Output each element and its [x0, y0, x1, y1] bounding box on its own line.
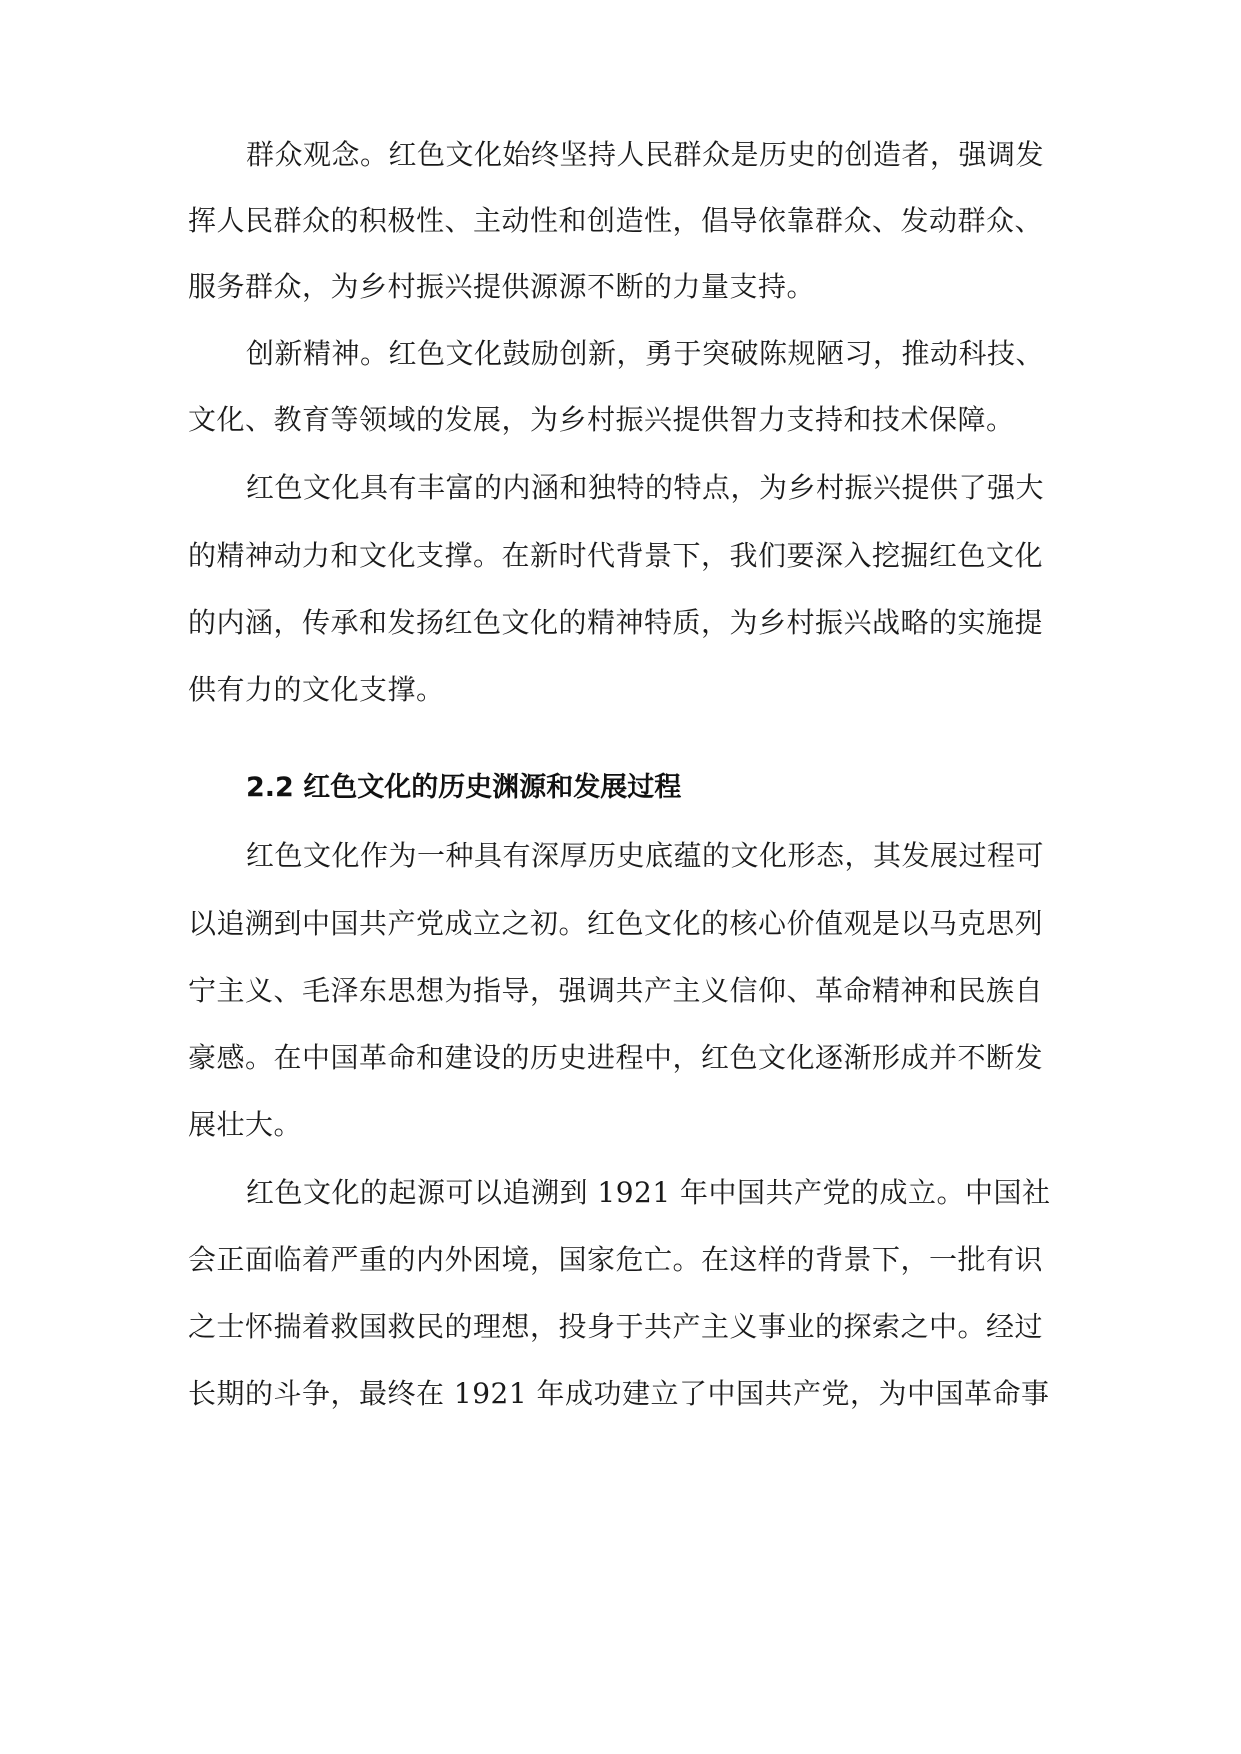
- paragraph-line: 长期的斗争，最终在 1921 年成功建立了中国共产党，为中国革命事: [188, 1377, 1050, 1410]
- paragraph-line: 会正面临着严重的内外困境，国家危亡。在这样的背景下，一批有识: [188, 1243, 1044, 1276]
- paragraph-line: 创新精神。红色文化鼓励创新，勇于突破陈规陋习，推动科技、: [246, 337, 1045, 370]
- paragraph-line: 服务群众，为乡村振兴提供源源不断的力量支持。: [188, 270, 816, 303]
- paragraph-line: 文化、教育等领域的发展，为乡村振兴提供智力支持和技术保障。: [188, 403, 1015, 436]
- paragraph-line: 以追溯到中国共产党成立之初。红色文化的核心价值观是以马克思列: [188, 907, 1044, 940]
- paragraph-line: 之士怀揣着救国救民的理想，投身于共产主义事业的探索之中。经过: [188, 1310, 1044, 1343]
- paragraph-line: 的精神动力和文化支撑。在新时代背景下，我们要深入挖掘红色文化: [188, 539, 1044, 572]
- paragraph-line: 豪感。在中国革命和建设的历史进程中，红色文化逐渐形成并不断发: [188, 1041, 1044, 1074]
- paragraph-line: 红色文化具有丰富的内涵和独特的特点，为乡村振兴提供了强大: [246, 471, 1045, 504]
- paragraph-line: 挥人民群众的积极性、主动性和创造性，倡导依靠群众、发动群众、: [188, 204, 1044, 237]
- section-heading: 2.2 红色文化的历史渊源和发展过程: [246, 772, 682, 803]
- paragraph-line: 群众观念。红色文化始终坚持人民群众是历史的创造者，强调发: [246, 138, 1045, 171]
- paragraph-line: 红色文化的起源可以追溯到 1921 年中国共产党的成立。中国社: [246, 1176, 1051, 1209]
- paragraph-line: 红色文化作为一种具有深厚历史底蕴的文化形态，其发展过程可: [246, 839, 1045, 872]
- paragraph-line: 的内涵，传承和发扬红色文化的精神特质，为乡村振兴战略的实施提: [188, 606, 1044, 639]
- paragraph-line: 展壮大。: [188, 1108, 303, 1141]
- paragraph-line: 供有力的文化支撑。: [188, 673, 445, 706]
- paragraph-line: 宁主义、毛泽东思想为指导，强调共产主义信仰、革命精神和民族自: [188, 974, 1044, 1007]
